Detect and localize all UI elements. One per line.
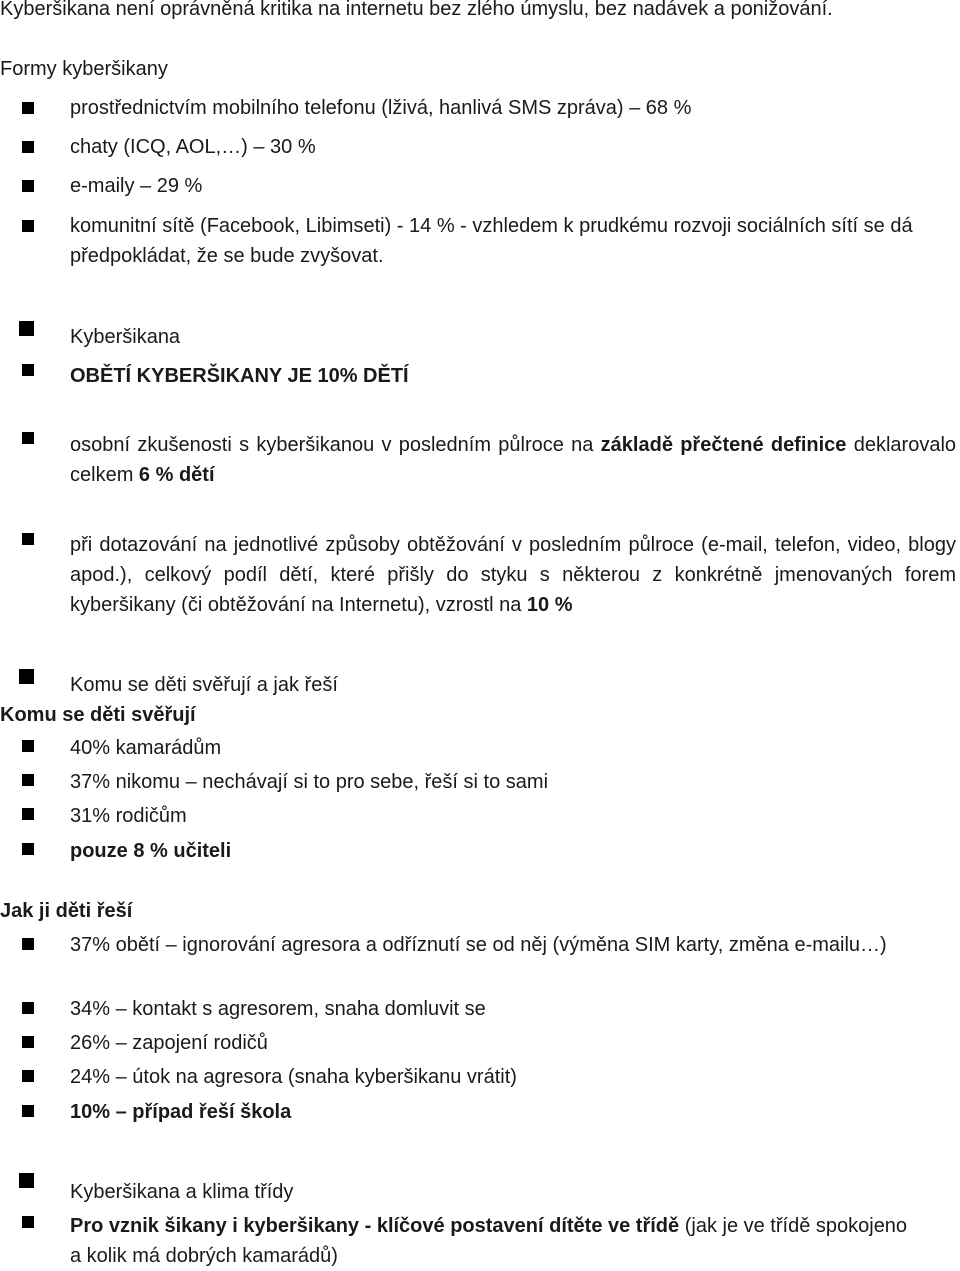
square-bullet-icon <box>22 220 34 232</box>
square-bullet-icon <box>22 774 34 786</box>
square-bullet-icon <box>19 321 34 336</box>
square-bullet-icon <box>22 808 34 820</box>
subheading: Jak ji děti řeší <box>0 900 133 922</box>
paragraph: při dotazování na jednotlivé způsoby obtěžování v posledním půlroce (e-mail, telefon, video, blogy apod.), celkový podíl dětí, které přišly do styku s některou z konkrétně jmenovaných forem kyberšikany (či obtěžování na Internetu), vzrostl na 10 % <box>70 534 956 616</box>
square-bullet-icon <box>22 1070 34 1082</box>
square-bullet-icon <box>22 1036 34 1048</box>
section-title: Komu se děti svěřují a jak řeší <box>70 674 338 696</box>
paragraph: osobní zkušenosti s kyberšikanou v posledním půlroce na základě přečtené definice deklarovalo celkem 6 % dětí <box>70 434 957 486</box>
square-bullet-icon <box>22 432 34 444</box>
square-bullet-icon <box>22 843 34 855</box>
square-bullet-icon <box>22 1002 34 1014</box>
square-bullet-icon <box>19 1173 34 1188</box>
square-bullet-icon <box>22 938 34 950</box>
forms-heading: Formy kyberšikany <box>0 58 168 80</box>
intro-text: Kyberšikana není oprávněná kritika na internetu bez zlého úmyslu, bez nadávek a ponižování. <box>0 0 833 20</box>
section-title: Kyberšikana <box>70 326 181 348</box>
section-title: Kyberšikana a klima třídy <box>70 1181 294 1203</box>
victims-headline: OBĚTÍ KYBERŠIKANY JE 10% DĚTÍ <box>70 365 409 387</box>
square-bullet-icon <box>22 364 34 376</box>
subheading: Komu se děti svěřují <box>0 704 196 726</box>
square-bullet-icon <box>22 180 34 192</box>
document-page: Kyberšikana není oprávněná kritika na internetu bez zlého úmyslu, bez nadávek a ponižování. Formy kyberšikany prostřednictvím mobilního telefonu (lživá, hanlivá SMS zpráva) – 68 % chaty (ICQ, AOL,…) – 30 % e-maily – 29 % komunitní sítě (Facebook, Libimseti) - 14 % - vzhledem k prudkému rozvoji sociálních sítí se dá předpokládat, že se bude zvyšovat. Kyberšikana OBĚTÍ KYBERŠIKANY JE 10% DĚTÍ osobní zkušenosti s kyberšikanou v posledním půlroce na základě přečtené definice deklarovalo celkem 6 % dětí při dotazování na jednotlivé způsoby obtěžování v posledním půlroce (e-mail, telefon, video, blogy apod.), celkový podíl dětí, které přišly do styku s některou z konkrétně jmenovaných forem kyberšikany (či obtěžování na Internetu), vzrostl na 10 % Komu se děti svěřují a jak řeší Komu se děti svěřují 40% kamarádům 37% nikomu – nechávají si to pro sebe, řeší si to sami 31% rodičům pouze 8 % učiteli Jak ji děti řeší 37% obětí – ignorování agresora a odříznutí se od něj (výměna SIM karty, změna e-mailu…) 34% – kontakt s agresorem, snaha domluvit se 26% – zapojení rodičů 24% – útok na agresora (snaha kyberšikanu vrátit) 10% – případ řeší škola Kyberšikana a klima třídy Pro vznik šikany i kyberšikany - klíčové postavení dítěte ve třídě (jak je ve třídě spokojeno a kolik má dobrých kamarádů) <box>0 0 960 1270</box>
square-bullet-icon <box>19 669 34 684</box>
square-bullet-icon <box>22 533 34 545</box>
paragraph: Pro vznik šikany i kyberšikany - klíčové postavení dítěte ve třídě (jak je ve třídě spokojeno a kolik má dobrých kamarádů) <box>70 1215 908 1267</box>
square-bullet-icon <box>22 1216 34 1228</box>
square-bullet-icon <box>22 141 34 153</box>
square-bullet-icon <box>22 740 34 752</box>
square-bullet-icon <box>22 1105 34 1117</box>
square-bullet-icon <box>22 102 34 114</box>
